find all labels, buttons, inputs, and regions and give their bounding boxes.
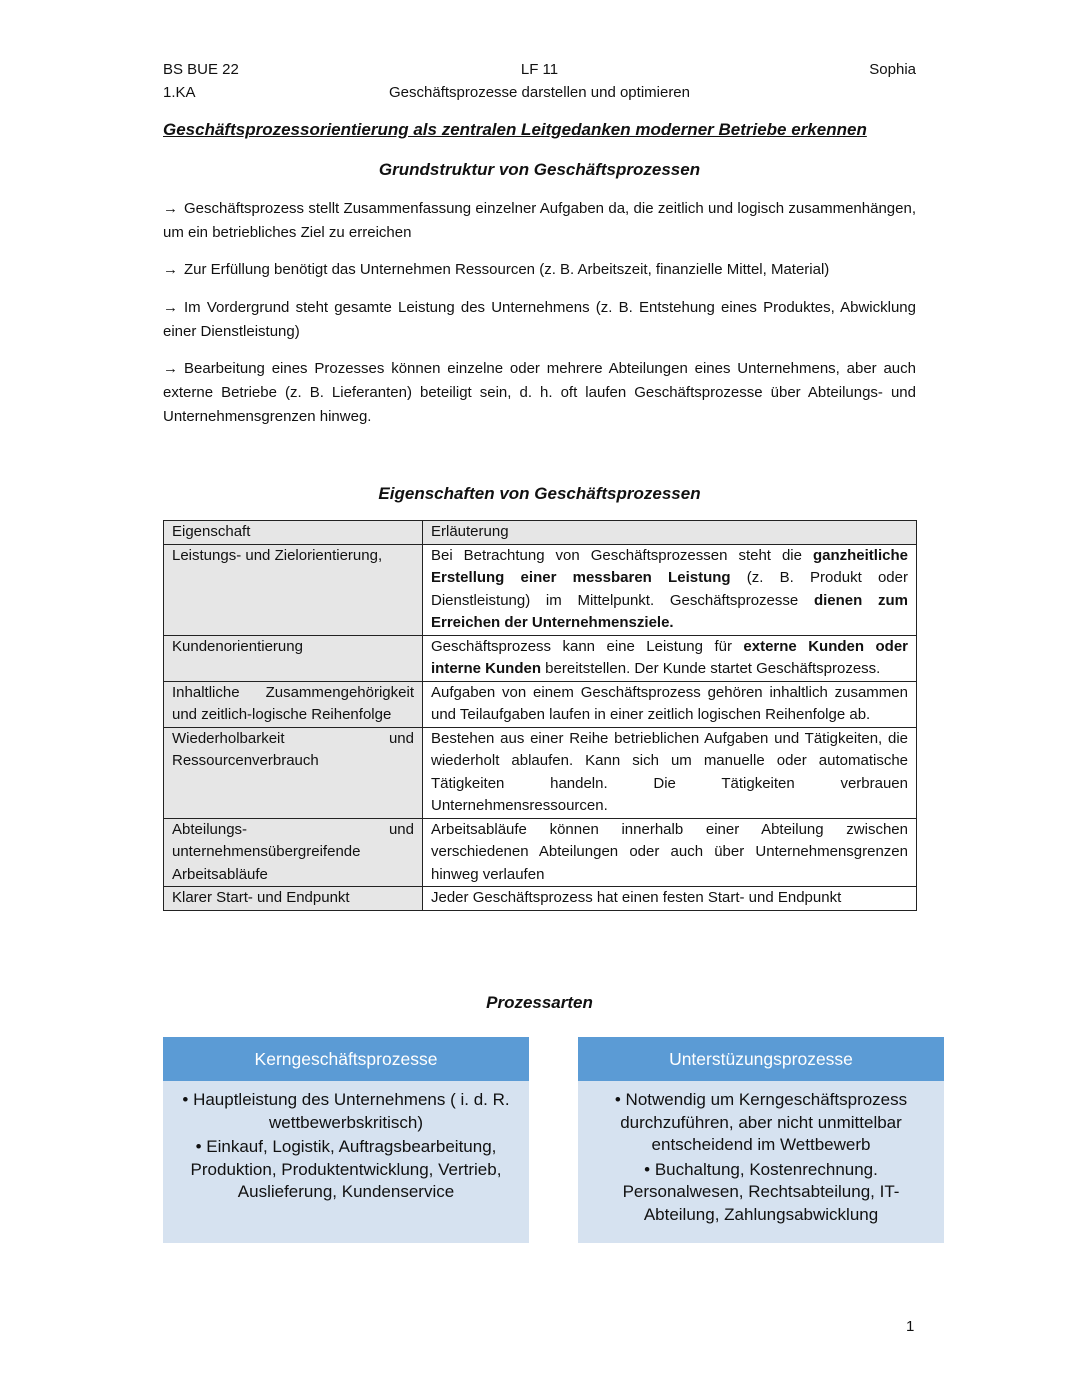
page-number: 1 [906, 1318, 915, 1335]
explanation-cell: Bei Betrachtung von Geschäftsprozessen steht die ganzheitliche Erstellung einer messbaren Leistung (z. B. Produkt oder Dienstleistung) im Mittelpunkt. Geschäftsprozesse dienen zum Erreichen der Unternehmensziele. [423, 544, 917, 635]
section-heading-eigenschaften: Eigenschaften von Geschäftsprozessen [378, 484, 701, 503]
property-cell: Klarer Start- und Endpunkt [164, 887, 423, 911]
paragraph: → Zur Erfüllung benötigt das Unternehmen Ressourcen (z. B. Arbeitszeit, finanzielle Mittel, Material) [163, 261, 830, 278]
table-row [164, 727, 917, 818]
list-item: • Notwendig um Kerngeschäftsprozess durchzuführen, aber nicht unmittelbar entscheidend im Wettbewerb [614, 1090, 908, 1154]
explanation-cell: Arbeitsabläufe können innerhalb einer Abteilung zwischen verschiedenen Abteilungen oder auch über Unternehmensgrenzen hinweg verlaufen [423, 818, 917, 887]
header-class: 1.KA [163, 84, 196, 101]
table-header-cell: Erläuterung [423, 521, 917, 545]
bullet-icon: • [182, 1090, 189, 1109]
page-title: Geschäftsprozessorientierung als zentralen Leitgedanken moderner Betriebe erkennen [163, 120, 867, 139]
paragraph: → Geschäftsprozess stellt Zusammenfassung einzelner Aufgaben da, die zeitlich und logisch zusammenhängen, um ein betriebliches Ziel zu erreichen [163, 200, 916, 241]
list-item: • Buchaltung, Kostenrechnung. Personalwesen, Rechtsabteilung, IT-Abteilung, Zahlungsabwicklung [622, 1159, 900, 1224]
list-item: • Hauptleistung des Unternehmens ( i. d. R. wettbewerbskritisch) [182, 1090, 510, 1132]
table-row [164, 818, 917, 887]
process-box-list [163, 1081, 529, 1204]
process-box-title: Unterstüzungsprozesse [578, 1037, 944, 1081]
property-cell: Inhaltliche Zusammengehörigkeit und zeitlich-logische Reihenfolge [164, 681, 423, 727]
arrow-icon: → [163, 360, 178, 377]
paragraph: → Im Vordergrund steht gesamte Leistung des Unternehmens (z. B. Entstehung eines Produktes, Abwicklung einer Dienstleistung) [163, 299, 916, 340]
table-row [164, 544, 917, 635]
process-box-title: Kerngeschäftsprozesse [163, 1037, 529, 1081]
property-cell: Abteilungs- und unternehmensübergreifende Arbeitsabläufe [164, 818, 423, 887]
bullet-icon: • [195, 1137, 202, 1156]
paragraph: → Bearbeitung eines Prozesses können einzelne oder mehrere Abteilungen eines Unternehmens, aber auch externe Betriebe (z. B. Lieferanten) beteiligt sein, d. h. oft laufen Geschäftsprozesse über Abteilungs- und Unternehmensgrenzen hinweg. [163, 360, 916, 425]
list-item: • Einkauf, Logistik, Auftragsbearbeitung, Produktion, Produktentwicklung, Vertrieb, Auslieferung, Kundenservice [190, 1137, 502, 1201]
property-cell: Wiederholbarkeit und Ressourcenverbrauch [164, 727, 423, 818]
section-heading-grundstruktur: Grundstruktur von Geschäftsprozessen [378, 160, 701, 179]
table-header-row [164, 521, 917, 545]
explanation-cell: Bestehen aus einer Reihe betrieblichen Aufgaben und Tätigkeiten, die wiederholt ablaufen. Kann sich um manuelle oder automatische Tätigkeiten handeln. Die Tätigkeiten verbrauen Unternehmensressourcen. [423, 727, 917, 818]
table-row [164, 887, 917, 911]
arrow-icon: → [163, 299, 178, 316]
process-box-support [578, 1037, 944, 1243]
bullet-icon: • [644, 1159, 651, 1179]
header-author: Sophia [869, 61, 916, 78]
bullet-icon: • [614, 1090, 621, 1109]
arrow-icon: → [163, 200, 178, 217]
table-row [164, 681, 917, 727]
property-cell: Leistungs- und Zielorientierung, [164, 544, 423, 635]
explanation-cell: Geschäftsprozess kann eine Leistung für externe Kunden oder interne Kunden bereitstellen. Der Kunde startet Geschäftsprozess. [423, 635, 917, 681]
process-box-core [163, 1037, 529, 1243]
table-row [164, 635, 917, 681]
header-course: BS BUE 22 [163, 61, 239, 78]
header-topic: Geschäftsprozesse darstellen und optimieren [389, 84, 690, 101]
property-cell: Kundenorientierung [164, 635, 423, 681]
header-subject: LF 11 [520, 61, 559, 78]
properties-table [163, 520, 917, 911]
explanation-cell: Aufgaben von einem Geschäftsprozess gehören inhaltlich zusammen und Teilaufgaben laufen in einer zeitlich logischen Reihenfolge ab. [423, 681, 917, 727]
section-heading-prozessarten: Prozessarten [486, 993, 593, 1012]
arrow-icon: → [163, 261, 178, 278]
process-box-list [578, 1081, 944, 1226]
table-header-cell: Eigenschaft [164, 521, 423, 545]
explanation-cell: Jeder Geschäftsprozess hat einen festen Start- und Endpunkt [423, 887, 917, 911]
